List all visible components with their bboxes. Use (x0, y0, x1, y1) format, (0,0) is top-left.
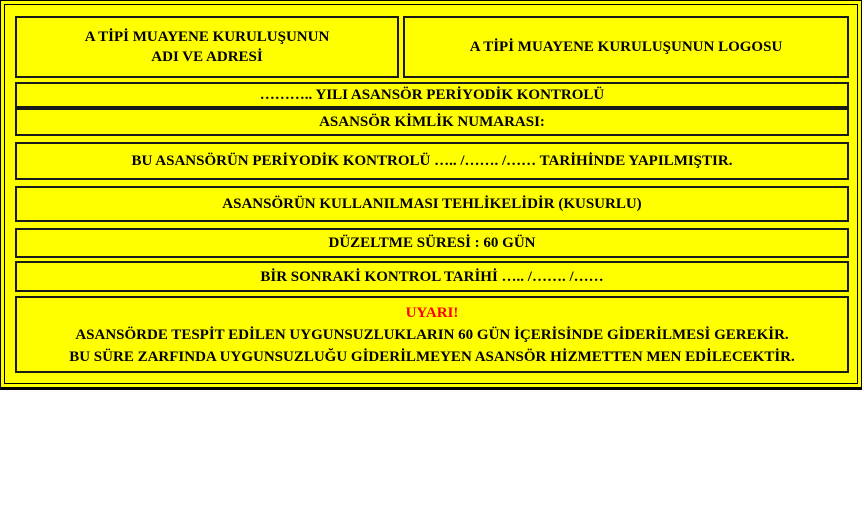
warning-box (15, 296, 849, 373)
elevator-id-row (15, 108, 849, 136)
check-date-text: BU ASANSÖRÜN PERİYODİK KONTROLÜ ….. /……. /…… TARİHİNDE YAPILMIŞTIR. (131, 153, 733, 169)
elevator-id-text: ASANSÖR KİMLİK NUMARASI: (319, 114, 545, 130)
correction-period-text: DÜZELTME SÜRESİ : 60 GÜN (328, 235, 536, 251)
next-check-text: BİR SONRAKİ KONTROL TARİHİ ….. /……. /…… (260, 268, 604, 285)
inspection-body-name-address (15, 16, 399, 78)
check-date-row (15, 142, 849, 180)
name-address-line1: A TİPİ MUAYENE KURULUŞUNUN (84, 29, 330, 45)
name-address-line2: ADI VE ADRESİ (151, 49, 263, 65)
warning-line2: BU SÜRE ZARFINDA UYGUNSUZLUĞU GİDERİLMEYEN ASANSÖR HİZMETTEN MEN EDİLECEKTİR. (69, 348, 795, 365)
logo-label: A TİPİ MUAYENE KURULUŞUNUN LOGOSU (469, 39, 783, 55)
status-row (15, 186, 849, 222)
annual-check-text: ……….. YILI ASANSÖR PERİYODİK KONTROLÜ (259, 87, 605, 103)
inspection-body-logo (403, 16, 849, 78)
correction-period-row (15, 228, 849, 258)
next-check-row (15, 261, 849, 292)
status-text: ASANSÖRÜN KULLANILMASI TEHLİKELİDİR (KUSURLU) (222, 196, 642, 212)
warning-title: UYARI! (405, 304, 459, 321)
annual-check-row (15, 82, 849, 108)
bottom-rule (0, 388, 862, 390)
warning-line1: ASANSÖRDE TESPİT EDİLEN UYGUNSUZLUKLARIN 60 GÜN İÇERİSİNDE GİDERİLMESİ GEREKİR. (75, 326, 789, 343)
